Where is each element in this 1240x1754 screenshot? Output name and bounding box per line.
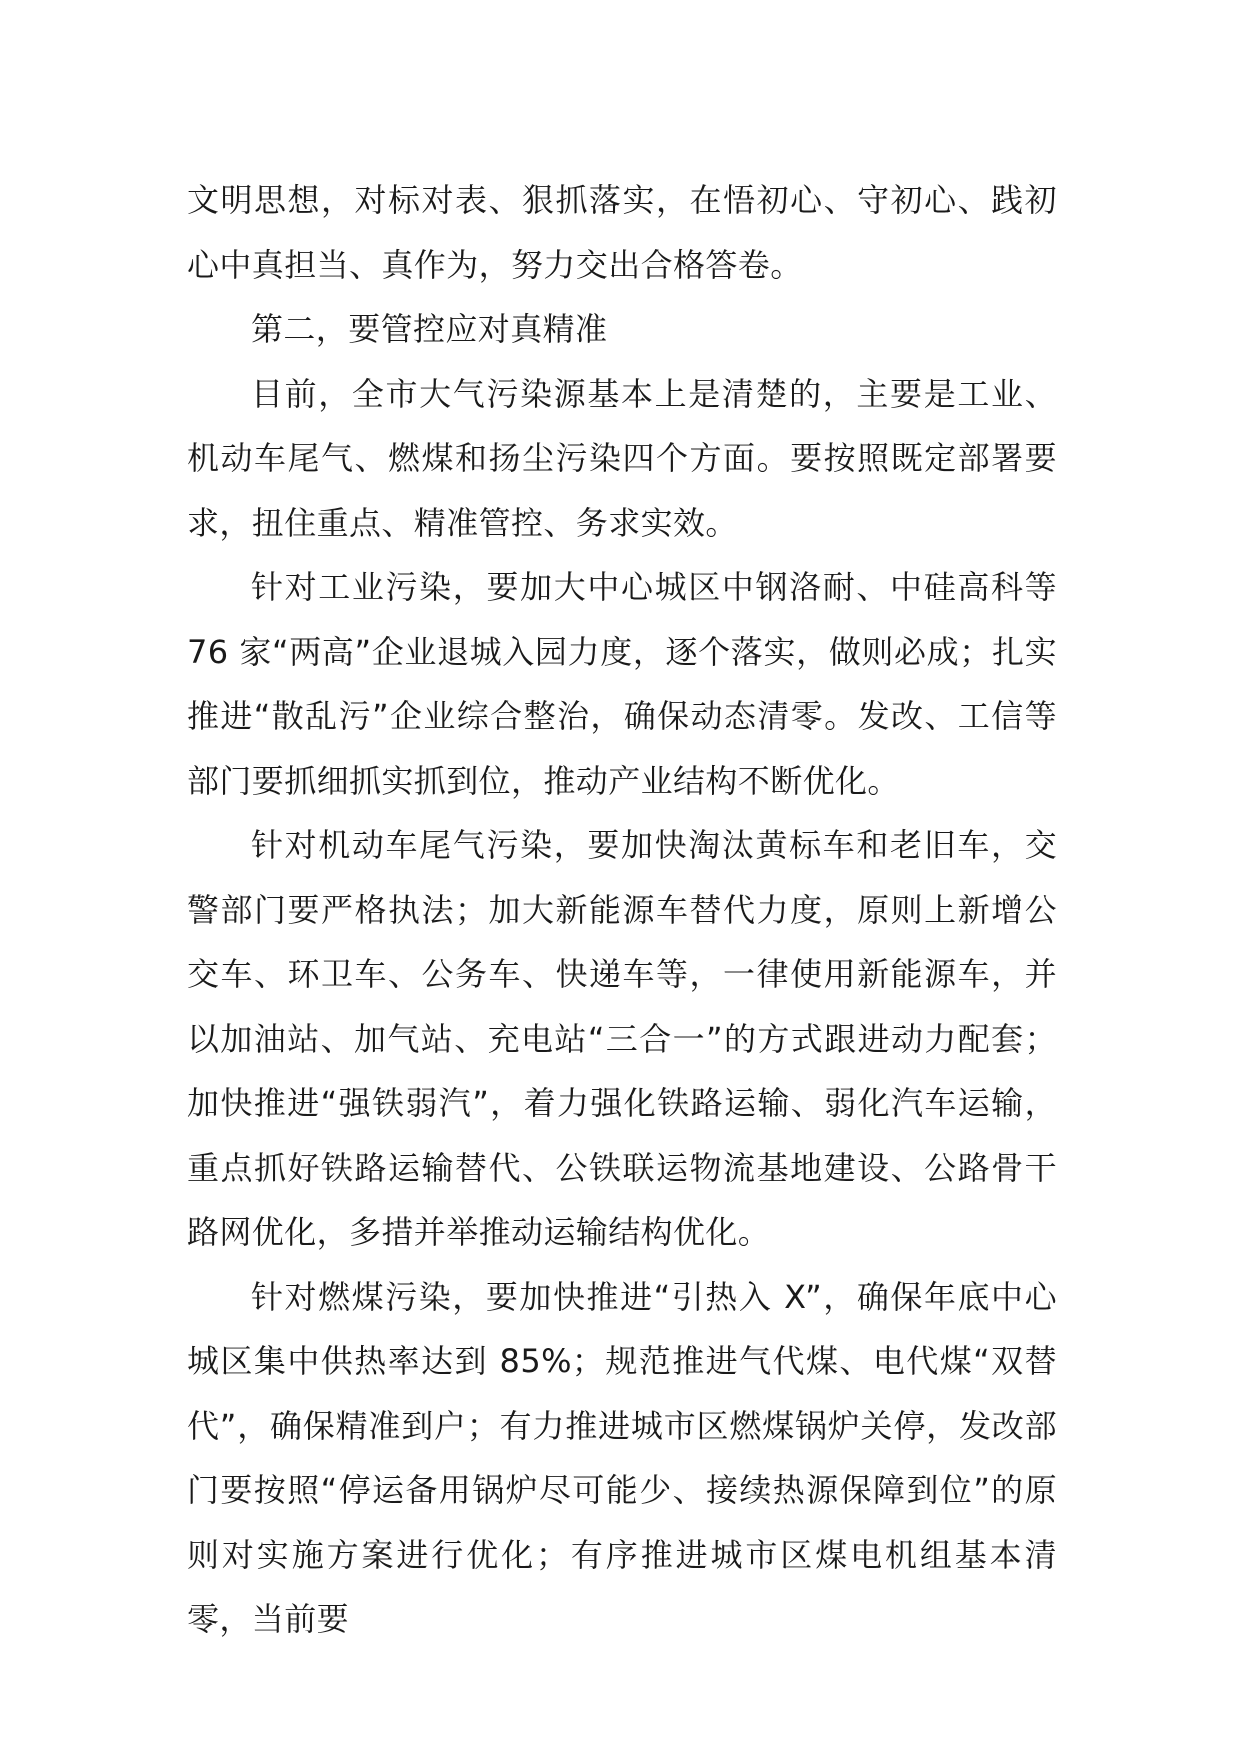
- paragraph-industrial-pollution: 针对工业污染，要加大中心城区中钢洛耐、中硅高科等 76 家“两高”企业退城入园力度，逐个落实，做则必成；扎实推进“散乱污”企业综合整治，确保动态清零。发改、工信等部门要抓细抓实抓到位，推动产业结构不断优化。: [187, 568, 1057, 800]
- paragraph-coal-pollution: 针对燃煤污染，要加快推进“引热入 X”，确保年底中心城区集中供热率达到 85%；规范推进气代煤、电代煤“双替代”，确保精准到户；有力推进城市区燃煤锅炉关停，发改部门要按照“停运备用锅炉尽可能少、接续热源保障到位”的原则对实施方案进行优化；有序推进城市区煤电机组基本清零，当前要: [187, 1277, 1057, 1638]
- paragraph-vehicle-exhaust: 针对机动车尾气污染，要加快淘汰黄标车和老旧车，交警部门要严格执法；加大新能源车替代力度，原则上新增公交车、环卫车、公务车、快递车等，一律使用新能源车，并以加油站、加气站、充电站“三合一”的方式跟进动力配套；加快推进“强铁弱汽”，着力强化铁路运输、弱化汽车运输，重点抓好铁路运输替代、公铁联运物流基地建设、公路骨干路网优化，多措并举推动运输结构优化。: [187, 826, 1057, 1251]
- paragraph-continuation: 文明思想，对标对表、狠抓落实，在悟初心、守初心、践初心中真担当、真作为，努力交出合格答卷。: [187, 181, 1057, 284]
- paragraph-overview: 目前，全市大气污染源基本上是清楚的，主要是工业、机动车尾气、燃煤和扬尘污染四个方面。要按照既定部署要求，扭住重点、精准管控、务求实效。: [187, 374, 1057, 542]
- document-body: [187, 168, 1057, 1652]
- section-heading: 第二，要管控应对真精准: [251, 310, 608, 348]
